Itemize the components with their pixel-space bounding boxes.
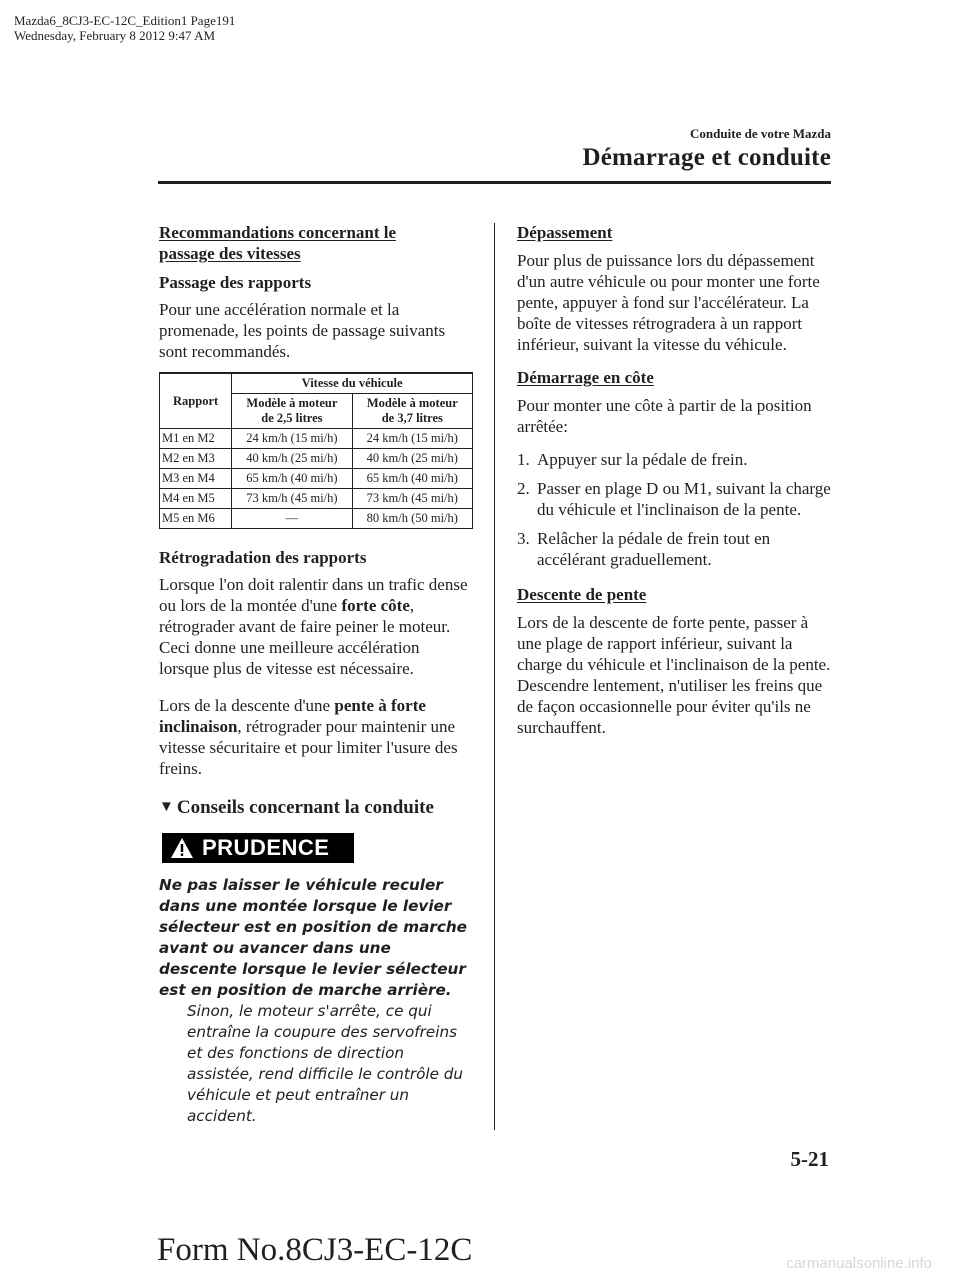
list-item-number: 3.	[517, 529, 530, 548]
conseils-label: Conseils concernant la conduite	[176, 797, 434, 818]
table-cell-gear: M4 en M5	[160, 489, 232, 509]
prudence-label	[162, 833, 354, 863]
list-item-number: 2.	[517, 479, 530, 498]
section-heading-demarrage-cote: Démarrage en côte	[517, 368, 654, 387]
warning-icon	[170, 837, 194, 859]
paragraph-depassement: Pour plus de puissance lors du dépassement d'un autre véhicule ou pour monter une forte pente, appuyer à fond sur l'accélérateur. La boîte de vitesses rétrogradera à un rapport inférieur, suivant la vitesse du véhicule.	[517, 251, 820, 354]
subheading-downshift: Rétrogradation des rapports	[159, 548, 367, 567]
caution-consequence: Sinon, le moteur s'arrête, ce qui entraîne la coupure des servofreins et des fonctions de direction assistée, rend difficile le contrôle du véhicule et peut entraîner un accident.	[187, 1002, 464, 1125]
caution-warning: Ne pas laisser le véhicule reculer dans une montée lorsque le levier sélecteur est en position de marche avant ou avancer dans une descente lorsque le levier sélecteur est en position de marche arrière.	[159, 876, 467, 999]
shift-speed-table	[159, 372, 473, 529]
table-cell-speed-37: 65 km/h (40 mi/h)	[352, 469, 472, 489]
chapter-subtitle: Conduite de votre Mazda	[690, 126, 831, 141]
table-header-engine-25	[232, 394, 352, 429]
table-cell-speed-37: 80 km/h (50 mi/h)	[352, 509, 472, 529]
table-cell-gear: M5 en M6	[160, 509, 232, 529]
descent-text-2: , rétrograder pour maintenir une vitesse sécuritaire et pour limiter l'usure des freins.	[159, 717, 458, 778]
list-item-text: Appuyer sur la pédale de frein.	[537, 450, 748, 469]
table-cell-speed-25: ―	[232, 509, 352, 529]
engine-25-line-1: Modèle à moteur	[246, 396, 338, 410]
column-divider	[494, 223, 495, 1130]
table-header-engine-37	[352, 394, 472, 429]
caution-block	[159, 875, 473, 1127]
engine-37-line-1: Modèle à moteur	[366, 396, 458, 410]
section-heading-conseils	[159, 797, 473, 818]
prudence-text: PRUDENCE	[202, 835, 330, 860]
paragraph-descente: Lors de la descente de forte pente, passer à une plage de rapport inférieur, suivant la charge du véhicule et l'inclinaison de la pente. Descendre lentement, n'utiliser les freins que de façon occasionnelle pour éviter qu'ils ne surchauffent.	[517, 613, 831, 737]
table-cell-speed-37: 40 km/h (25 mi/h)	[352, 449, 472, 469]
table-cell-speed-37: 24 km/h (15 mi/h)	[352, 429, 472, 449]
print-metadata	[14, 13, 235, 43]
table-row	[160, 449, 473, 469]
table-row	[160, 489, 473, 509]
descent-bold: pente à forte inclinaison	[159, 696, 426, 736]
section-heading-line-2: passage des vitesses	[159, 244, 301, 263]
paragraph-demarrage-cote: Pour monter une côte à partir de la position arrêtée:	[517, 396, 812, 436]
table-cell-speed-25: 40 km/h (25 mi/h)	[232, 449, 352, 469]
table-cell-gear: M3 en M4	[160, 469, 232, 489]
list-item-number: 1.	[517, 450, 530, 469]
meta-line-2: Wednesday, February 8 2012 9:47 AM	[14, 28, 216, 43]
section-heading-descente: Descente de pente	[517, 585, 647, 604]
table-row	[160, 509, 473, 529]
subheading-shift-points: Passage des rapports	[159, 273, 312, 292]
downshift-text-2: , rétrograder avant de faire peiner le moteur. Ceci donne une meilleure accélération lorsque plus de vitesse est nécessaire.	[159, 596, 451, 678]
table-cell-speed-25: 65 km/h (40 mi/h)	[232, 469, 352, 489]
descent-text-1: Lors de la descente d'une	[159, 696, 335, 715]
table-cell-speed-25: 24 km/h (15 mi/h)	[232, 429, 352, 449]
table-cell-gear: M1 en M2	[160, 429, 232, 449]
meta-line-1: Mazda6_8CJ3-EC-12C_Edition1 Page191	[14, 13, 236, 28]
list-item-text: Passer en plage D ou M1, suivant la charge du véhicule et l'inclinaison de la pente.	[537, 479, 831, 519]
engine-25-line-2: de 2,5 litres	[261, 411, 323, 425]
list-item	[517, 528, 833, 570]
table-cell-speed-37: 73 km/h (45 mi/h)	[352, 489, 472, 509]
list-item-text: Relâcher la pédale de frein tout en accélérant graduellement.	[537, 529, 771, 569]
section-heading-line-1: Recommandations concernant le	[159, 223, 397, 242]
table-row	[160, 469, 473, 489]
left-column	[159, 222, 473, 1127]
section-heading-shift	[159, 222, 473, 264]
table-row	[160, 429, 473, 449]
downshift-text-1: Lorsque l'on doit ralentir dans un trafic dense ou lors de la montée d'une	[159, 575, 468, 615]
right-column	[517, 222, 833, 746]
table-cell-gear: M2 en M3	[160, 449, 232, 469]
watermark: carmanualsonline.info	[786, 1255, 932, 1272]
list-item	[517, 478, 833, 520]
section-heading-depassement: Dépassement	[517, 223, 613, 242]
downshift-bold: forte côte	[341, 596, 410, 615]
triangle-bullet-icon: ▼	[159, 799, 174, 815]
table-header-vitesse: Vitesse du véhicule	[232, 373, 473, 394]
paragraph-shift-intro: Pour une accélération normale et la promenade, les points de passage suivants sont recommandés.	[159, 300, 446, 361]
table-header-rapport: Rapport	[160, 373, 232, 429]
paragraph-descent	[159, 695, 473, 779]
chapter-title: Démarrage et conduite	[582, 144, 831, 171]
paragraph-downshift	[159, 574, 473, 679]
header-rule	[158, 181, 831, 184]
page-number: 5-21	[790, 1147, 829, 1171]
form-number: Form No.8CJ3-EC-12C	[157, 1232, 473, 1268]
list-item	[517, 449, 833, 470]
engine-37-line-2: de 3,7 litres	[381, 411, 443, 425]
table-cell-speed-25: 73 km/h (45 mi/h)	[232, 489, 352, 509]
